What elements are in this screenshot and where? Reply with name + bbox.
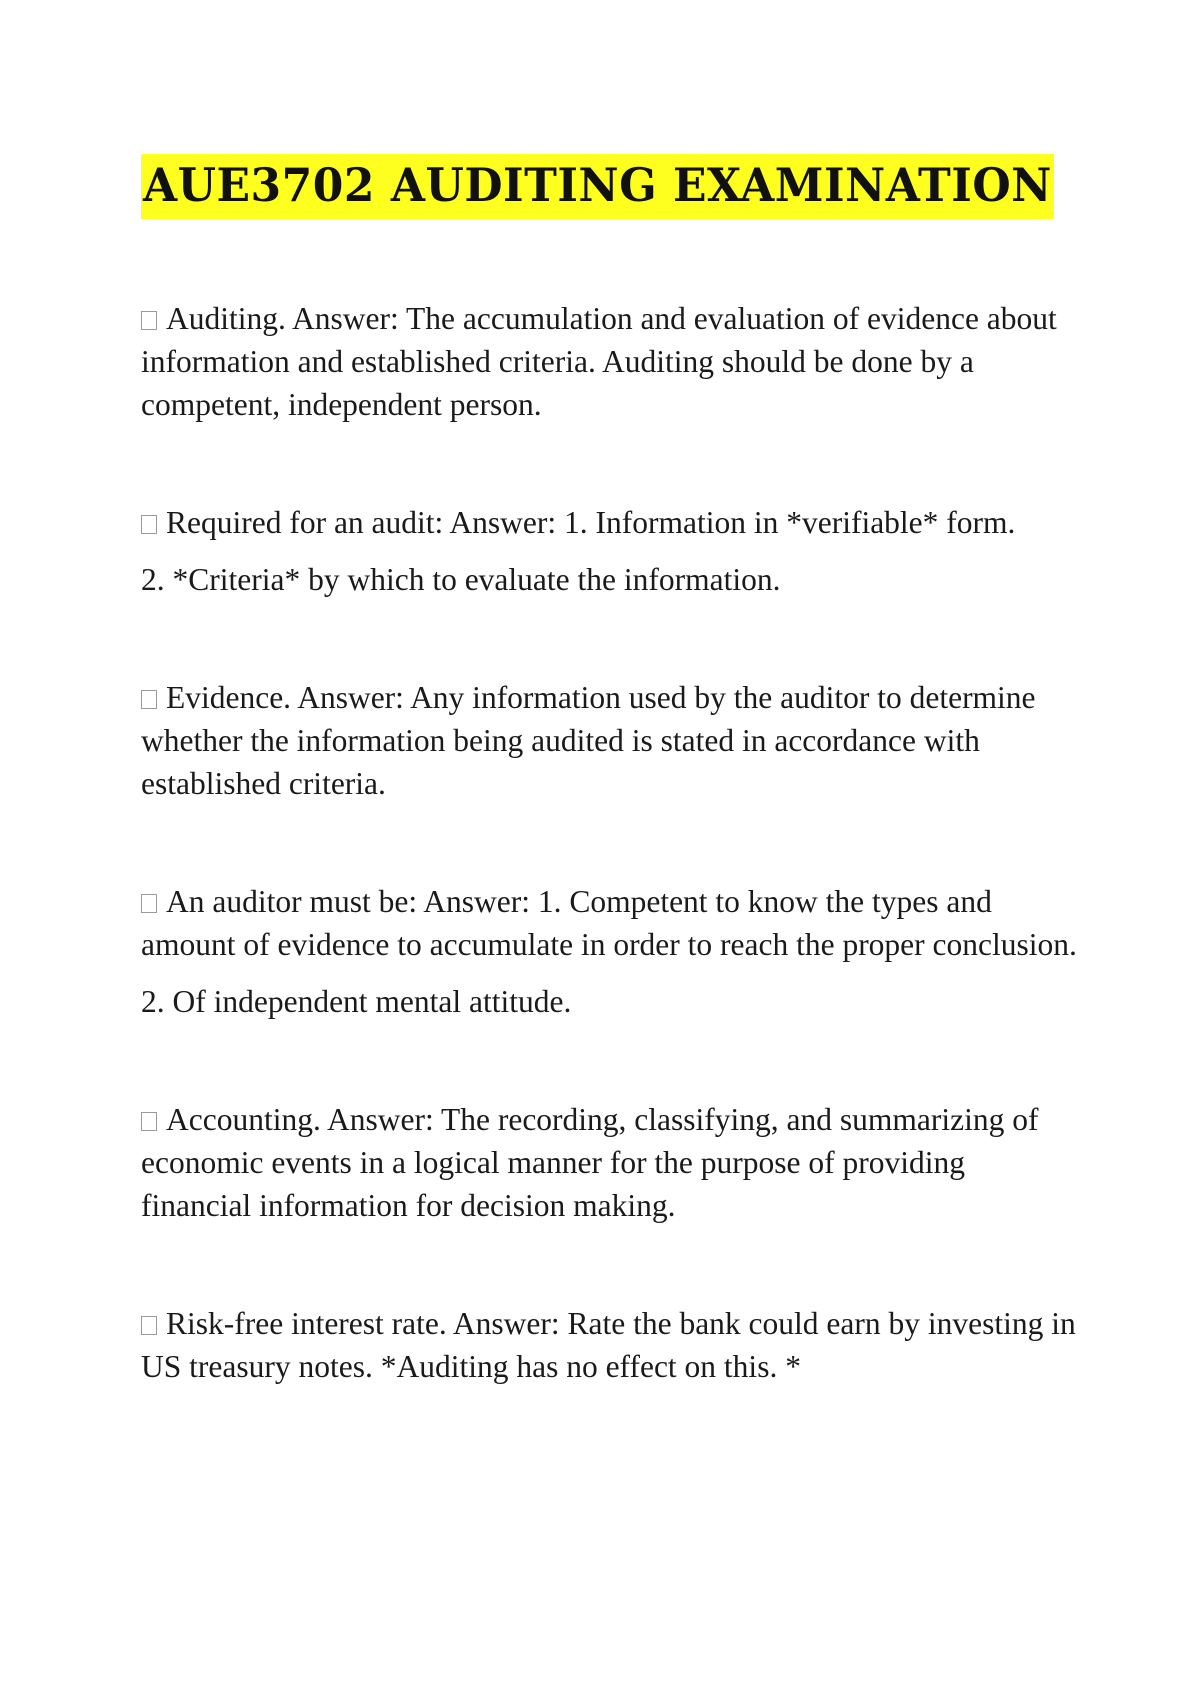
entry-text: An auditor must be: Answer: 1. Competent to know the types and amount of evidence to accumulate in order to reach the proper conclusion. — [141, 884, 1077, 962]
entry-paragraph-continued — [141, 980, 1081, 1023]
qa-entry-accounting — [141, 1098, 1081, 1227]
entry-paragraph — [141, 501, 1081, 544]
checkbox-square-icon — [141, 311, 157, 330]
entry-paragraph-continued — [141, 558, 1081, 601]
checkbox-square-icon — [141, 690, 157, 709]
qa-entry-risk-free-rate — [141, 1302, 1081, 1388]
entry-text: Accounting. Answer: The recording, classifying, and summarizing of economic events in a logical manner for the purpose of providing financial information for decision making. — [141, 1102, 1039, 1223]
qa-entry-auditor-must-be — [141, 880, 1081, 1023]
entry-text: Auditing. Answer: The accumulation and evaluation of evidence about information and established criteria. Auditing should be done by a competent, independent person. — [141, 301, 1057, 422]
checkbox-square-icon — [141, 894, 157, 913]
entry-text: 2. *Criteria* by which to evaluate the information. — [141, 562, 781, 597]
entry-text: 2. Of independent mental attitude. — [141, 984, 572, 1019]
qa-entry-evidence — [141, 676, 1081, 805]
qa-entry-required-for-audit — [141, 501, 1081, 601]
checkbox-square-icon — [141, 515, 157, 534]
document-title: AUE3702 AUDITING EXAMINATION — [141, 154, 1054, 219]
title-container — [141, 154, 1054, 216]
entry-paragraph — [141, 1302, 1081, 1388]
entry-paragraph — [141, 297, 1081, 426]
checkbox-square-icon — [141, 1112, 157, 1131]
entry-paragraph — [141, 676, 1081, 805]
checkbox-square-icon — [141, 1316, 157, 1335]
document-body — [141, 297, 1081, 1463]
entry-paragraph — [141, 880, 1081, 966]
entry-text: Required for an audit: Answer: 1. Information in *verifiable* form. — [166, 505, 1016, 540]
entry-text: Evidence. Answer: Any information used by the auditor to determine whether the information being audited is stated in accordance with established criteria. — [141, 680, 1036, 801]
entry-text: Risk-free interest rate. Answer: Rate the bank could earn by investing in US treasury notes. *Auditing has no effect on this. * — [141, 1306, 1076, 1384]
entry-paragraph — [141, 1098, 1081, 1227]
qa-entry-auditing — [141, 297, 1081, 426]
